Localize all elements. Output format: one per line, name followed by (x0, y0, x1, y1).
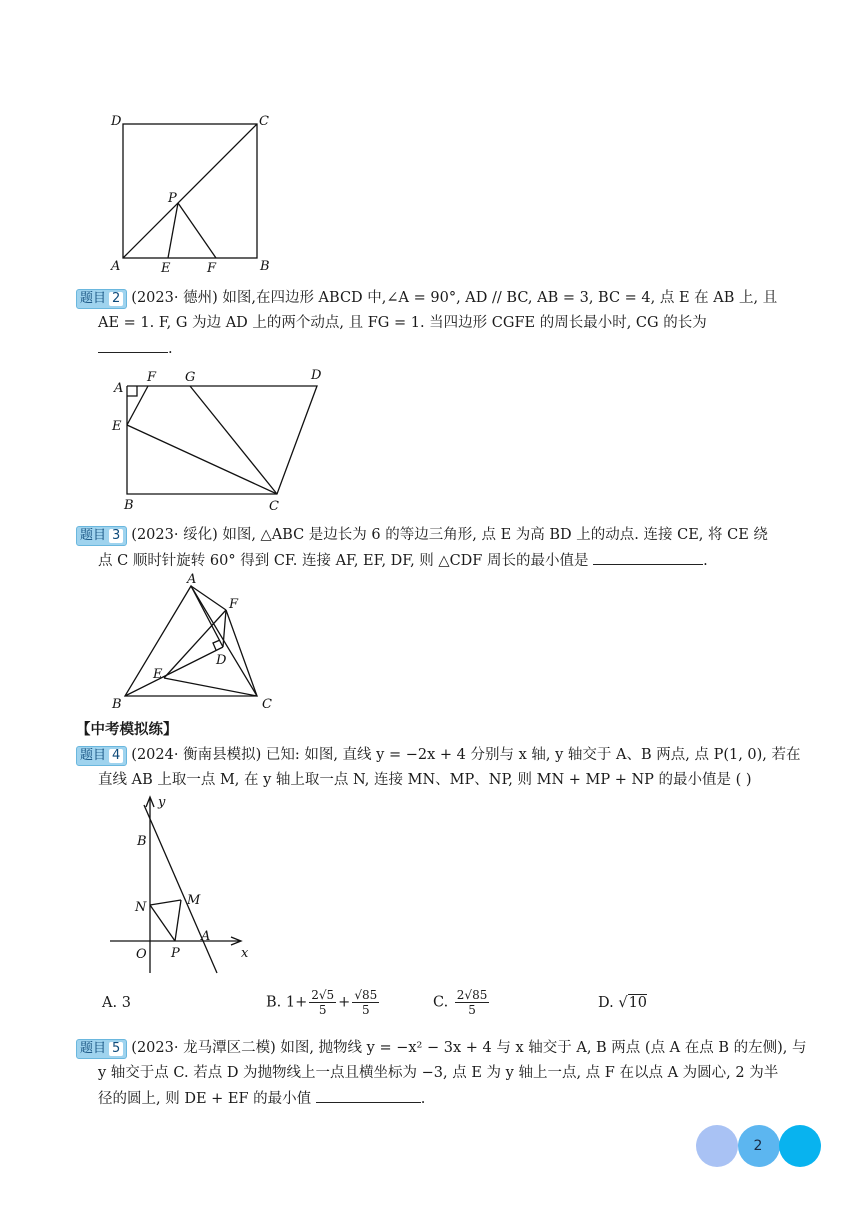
label-c: C (262, 697, 272, 712)
q5-line2: y 轴交于点 C. 若点 D 为抛物线上一点且横坐标为 −3, 点 E 为 y 轴上一点, 点 F 在以点 A 为圆心, 2 为半 (98, 1065, 779, 1081)
page-decoration-circle-1 (696, 1125, 738, 1167)
label-f: F (229, 597, 239, 612)
label-a: A (111, 259, 121, 274)
figure-quadrilateral-abcd (105, 364, 340, 514)
label-a: A (187, 572, 197, 587)
label-b: B (112, 697, 122, 712)
q5-tag: 题目 5 (76, 1039, 127, 1059)
label-m: M (187, 893, 201, 908)
label-e: E (112, 419, 122, 434)
q2-line3: . (98, 338, 173, 359)
label-p: P (168, 191, 177, 206)
label-e: E (161, 261, 171, 276)
label-f: F (207, 261, 217, 276)
label-g: G (185, 370, 196, 385)
label-b: B (137, 834, 147, 849)
figure-coordinate-plane (105, 790, 265, 975)
q5-line3: 径的圆上, 则 DE + EF 的最小值 . (98, 1088, 425, 1109)
label-d: D (311, 368, 322, 383)
label-p: P (171, 946, 180, 961)
q3-tag: 题目 3 (76, 526, 127, 546)
label-a: A (201, 929, 211, 944)
page-decoration-circle-3 (779, 1125, 821, 1167)
page-number: 2 (753, 1138, 763, 1154)
label-c: C (269, 499, 279, 514)
label-b: B (260, 259, 270, 274)
label-c: C (259, 114, 269, 129)
q2-tag: 题目 2 (76, 289, 127, 309)
label-a: A (114, 381, 124, 396)
label-o: O (136, 947, 147, 962)
option-b[interactable]: B. 1+ $\frac{2√5}{5}$ + $\frac{√85}{5}$ (266, 988, 378, 1017)
figure-square-abcd (105, 108, 285, 278)
label-d: D (111, 114, 122, 129)
option-d[interactable]: D. √10 (598, 995, 648, 1011)
label-x: x (241, 946, 249, 961)
q4-line2: 直线 AB 上取一点 M, 在 y 轴上取一点 N, 连接 MN、MP、NP, 则 MN + MP + NP 的最小值是 ( ) (98, 772, 752, 788)
option-c[interactable]: C. $\frac{2√85}{5}$ (433, 988, 488, 1017)
q5-source: (2023· 龙马潭区二模) (131, 1040, 276, 1056)
q3-answer-blank[interactable] (593, 550, 703, 565)
q3-line2: 点 C 顺时针旋转 60° 得到 CF. 连接 AF, EF, DF, 则 △CDF 周长的最小值是 . (98, 550, 708, 571)
label-f: F (147, 370, 157, 385)
q4-tag: 题目 4 (76, 746, 127, 766)
q5-answer-blank[interactable] (316, 1088, 421, 1103)
label-y: y (158, 795, 166, 810)
q3-source: (2023· 绥化) (131, 527, 218, 543)
figure-triangle-abc (105, 572, 285, 712)
label-b: B (124, 498, 134, 513)
option-a[interactable]: A. 3 (102, 995, 131, 1011)
label-n: N (135, 900, 147, 915)
label-d: D (216, 653, 227, 668)
q2-line2: AE = 1. F, G 为边 AD 上的两个动点, 且 FG = 1. 当四边形 CGFE 的周长最小时, CG 的长为 (98, 315, 707, 331)
section-heading: 【中考模拟练】 (76, 722, 178, 738)
q4-source: (2024· 衡南县模拟) (131, 747, 262, 763)
q4-line1: 题目 4 (2024· 衡南县模拟) 已知: 如图, 直线 y = −2x + 4 分别与 x 轴, y 轴交于 A、B 两点, 点 P(1, 0), 若在 (76, 745, 801, 766)
q5-line1: 题目 5 (2023· 龙马潭区二模) 如图, 抛物线 y = −x² − 3x + 4 与 x 轴交于 A, B 两点 (点 A 在点 B 的左侧), 与 (76, 1038, 807, 1059)
q2-line1: 题目 2 (2023· 德州) 如图,在四边形 ABCD 中,∠A = 90°, AD // BC, AB = 3, BC = 4, 点 E 在 AB 上, 且 (76, 288, 777, 309)
label-e: E (153, 667, 163, 682)
q3-line1: 题目 3 (2023· 绥化) 如图, △ABC 是边长为 6 的等边三角形, 点 E 为高 BD 上的动点. 连接 CE, 将 CE 绕 (76, 525, 768, 546)
q2-answer-blank[interactable] (98, 338, 168, 353)
q2-source: (2023· 德州) (131, 290, 218, 306)
